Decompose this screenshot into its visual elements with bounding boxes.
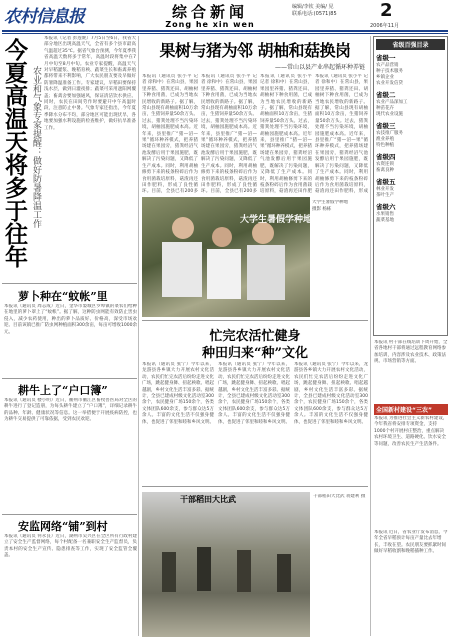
header-rule [2,30,448,32]
index-item: 茶叶生产 [376,193,394,198]
culture-body-3: 本报讯（通讯员 张宁）今年以来，龙游县各乡镇大力开展农村文化活动，农民们忙完农活后纷纷走进文化广场，跳起健身舞、扭起秧歌、唱起越剧，乡村文化生活丰富多彩。据统计，全县已建成村级文化活动室300余个，农民健身广场150余个，各类文体团队600余支，参与群众达5万余人。丰富的文化生活不仅强身健体，也促进了邻里和睦和乡风文明。 [294,362,368,425]
index-item: 蔬菜基地 [376,218,394,223]
heat-article [2,36,137,281]
photo-figure [197,547,211,591]
right-index-head: 省级百强目录 [376,39,445,50]
cadres-contest-photo [142,492,310,637]
photo2-caption-text: 干部稻田大比武 [313,494,345,499]
main-body-2: 本报讯（通讯员 张小平 记者 徐和中）在常山县，果园里养猪、猪粪还田、胡柚树下种食用菌，已成为当地农民增收的新路子。据了解，常山县现有胡柚面积10万余亩，生猪饲养量50余万头。过去，猪粪处理不当污染环境，胡柚园施肥成本高。近年来，县里推广“猪—沼—果”循环种养模式，把养猪场建在果园旁，猪粪经沼气池发酵后用于果园施肥，既解决了污染问题，又降低了生产成本。同时，利用胡柚修剪下来的枝条粉碎后作为食用菌栽培原料，菇渣再还田作肥料，形成了良性循环。目前，全县已有200多 [201,74,257,194]
index-group-title: 省级六 [376,203,396,211]
culture-title-2: 种田归来“种”文化 [202,346,308,361]
heat-subtitle: 农业和气象专家提醒：做好防暑降温工作 [31,66,41,228]
right-index-list [376,53,445,224]
divider [2,378,137,379]
index-item: 种子技术服务 [376,69,403,74]
right-index-box [373,36,448,336]
newspaper-logo: 农村信息报 [4,7,84,27]
index-group-title: 省级一 [376,54,396,62]
index-item: 渔业养殖 [376,137,394,142]
index-item: 农技推广服务 [376,131,403,136]
culture-body-2: 本报讯（通讯员 张宁）今年以来，龙游县各乡镇大力开展农村文化活动，农民们忙完农活后纷纷走进文化广场，跳起健身舞、扭起秧歌、唱起越剧，乡村文化生活丰富多彩。据统计，全县已建成村级文化活动室300余个，农民健身广场150余个，各类文体团队600余支，参与群众达5万余人。丰富的文化生活不仅强身健体，也促进了邻里和睦和乡风文明。 [218,362,290,425]
editor-info: 编辑/李钦 美编/ 见 联系电话:(0571)85 [292,4,337,17]
heat-body: 本报讯（记者 彭莲妮）7月5日至6日，我省大部分地区出现高温天气，全省有多个县市最高气温超过35℃。据省气象台预测，今年夏季我省高温天数将多于常年，高温时段将集中在7月中旬至8月中旬。农业专家提醒，高温天气对早稻灌浆、晚稻育秧、蔬菜生长和畜禽养殖都将带来不利影响，广大农民朋友要及早做好防暑降温准备工作。专家建议，早稻田要保持浅水层，做到日灌夜排；蔬菜可采用遮阳网覆盖；畜禽舍要加强通风，保证清洁饮水供应。同时，农民在田间劳作时要避开中午高温时段，注意防止中暑。气象专家还指出，今年夏季降水分布不均，部分地区可能出现伏旱，各地要加强水利设施的检查维护，做好抗旱准备工作。 [44,36,136,131]
safety-title: 安监网络“铺”到村 [18,520,108,533]
index-item: 林业开发 [376,187,394,192]
photo-figure [162,242,202,297]
right-news-2: 本报讯 为推进社会主义新农村建设，今年我省将安排专项资金，支持1000个村开展村庄整治，重点解决农村环境卫生、道路硬化、饮水安全等问题，改善农民生产生活条件。 [374,416,448,447]
issue-date: 2006年11月 [370,23,400,29]
photo2-credit-block [313,494,368,636]
photo-figure [207,249,241,299]
section-pinyin: Zong he xin wen [165,20,255,29]
radish-body: 本报讯（通讯员 周志成）近日，金华市婺城区罗埠镇的菜农们给种在地里的萝卜罩上了“蚊帐”。据了解，这种防虫网能有效防止害虫侵入，减少农药使用，种出的萝卜品质好、价格高，深受市场欢迎。目前该镇已推广防虫网种植面积300余亩，每亩可增收1000余元。 [4,304,137,335]
column-divider [138,36,139,636]
header-rule-thin [2,33,448,34]
divider [2,514,137,515]
section-title: 综合新闻 [171,3,248,21]
index-group-title: 省级三 [376,122,396,130]
photo-figure [162,552,176,592]
index-item: 农业产品深加工 [376,100,408,105]
index-item: 农业开发信贷 [376,81,403,86]
index-group-title: 省级二 [376,91,396,99]
main-body-3: 本报讯（通讯员 张小平 记者 徐和中）在常山县，果园里养猪、猪粪还田、胡柚树下种食用菌，已成为当地农民增收的新路子。据了解，常山县现有胡柚面积10万余亩，生猪饲养量50余万头。过去，猪粪处理不当污染环境，胡柚园施肥成本高。近年来，县里推广“猪—沼—果”循环种养模式，把养猪场建在果园旁，猪粪经沼气池发酵后用于果园施肥，既解决了污染问题，又降低了生产成本。同时，利用胡柚修剪下来的枝条粉碎后作为食用菌栽培原料，菇渣再还田作肥 [260,74,312,194]
index-item: 农产品营销 [376,63,399,68]
photo-figure [252,222,274,244]
main-headline: 果树与猪为邻 胡柚和菇换岗 [159,41,351,60]
photo-figure [212,227,232,247]
divider [142,320,368,321]
photo-caption: 大学生暑假学种地 [240,215,313,225]
photo-figure [277,554,291,592]
page-number: 2 [380,0,393,21]
index-group-title: 省级五 [376,178,396,186]
photo-caption-text: 大学生暑假学种地 [312,200,348,205]
culture-body-1: 本报讯（通讯员 张宁）今年以来，龙游县各乡镇大力开展农村文化活动，农民们忙完农活后纷纷走进文化广场，跳起健身舞、扭起秧歌、唱起越剧，乡村文化生活丰富多彩。据统计，全县已建成村级文化活动室300余个，农民健身广场150余个，各类文体团队600余支，参与群众达5万余人。丰富的文化生活不仅强身健体，也促进了邻里和睦和乡风文明。 [142,362,214,425]
index-item: 农资连锁 [376,162,394,167]
divider [142,486,368,487]
column-divider [370,36,371,636]
main-body-4: 本报讯（通讯员 张小平 记者 徐和中）在常山县，果园里养猪、猪粪还田、胡柚树下种食用菌，已成为当地农民增收的新路子。据了解，常山县现有胡柚面积10万余亩，生猪饲养量50余万头。过去，猪粪处理不当污染环境，胡柚园施肥成本高。近年来，县里推广“猪—沼—果”循环种养模式，把养猪场建在果园旁，猪粪经沼气池发酵后用于果园施肥，既解决了污染问题，又降低了生产成本。同时，利用胡柚修剪下来的枝条粉碎后作为食用菌栽培原料，菇渣再还田作肥料，形成 [315,74,368,194]
photo2-credit: 蒋建利 摄 [345,494,366,499]
cattle-body: 本报讯（通讯员 楼小明）近日，衢州市衢江区畜牧兽医局对全区的耕牛进行了登记造册，为每头耕牛建立了“户口簿”，详细记录耕牛的品种、年龄、健康状况等信息。这一举措便于开展疫病防控，也为耕牛交易提供了可靠依据，受到农民欢迎。 [4,398,137,423]
photo-figure [247,245,285,300]
right-news-3: 本报讯 近日，省农业厅发布消息，今年全省早稻预计每亩产量比去年增长，丰收在望。农民朋友要抓紧时间做好早稻收割和晚稻插种工作。 [374,530,448,555]
index-item: 特色种植 [376,143,394,148]
safety-body: 本报讯（通讯员 何永良）近日，湖州市吴兴区在全区所有行政村建立了安全生产监督网络，每个村配备一名兼职安全生产监督员，负责本村的安全生产宣传、隐患排查等工作，实现了安全监管全覆盖。 [4,534,137,559]
index-item: 水果销售 [376,212,394,217]
photo-figure [237,550,251,592]
main-body-1: 本报讯（通讯员 张小平 记者 徐和中）在常山县，果园里养猪、猪粪还田、胡柚树下种食用菌，已成为当地农民增收的新路子。据了解，常山县现有胡柚面积10万余亩，生猪饲养量50余万头。过去，猪粪处理不当污染环境，胡柚园施肥成本高。近年来，县里推广“猪—沼—果”循环种养模式，把养猪场建在果园旁，猪粪经沼气池发酵后用于果园施肥，既解决了污染问题，又降低了生产成本。同时，利用胡柚修剪下来的枝条粉碎后作为食用菌栽培原料，菇渣再还田作肥料，形成了良性循环。目前，全县已有200多 [142,74,198,194]
index-group-title: 省级四 [376,153,396,161]
photo2-caption: 干部稻田大比武 [180,494,236,504]
radish-title: 萝卜种在“蚊帐”里 [18,290,108,303]
main-subtitle: ——常山以县产业串起循环种养链 [274,64,365,71]
index-item: 种苗花卉 [376,106,394,111]
culture-title: 忙完农活忙健身 [209,329,301,344]
index-item: 乡镇企业 [376,75,394,80]
photo-caption-body [312,200,368,312]
heat-title: 今夏高温天将多于往年 [1,38,28,268]
divider [2,283,137,284]
right-section-2: 全国新村建设“三农” [374,404,448,415]
photo-credit: 摄影 杨栋 [312,206,332,212]
photo-figure [172,217,194,239]
cattle-title: 耕牛上了“户口簿” [18,384,108,397]
right-news-1: 本报讯 村干部在线培训下周开始，全省各地村干部将通过远程教育网络参加培训，内容涉及农业技术、政策法规、市场营销等方面。 [374,340,448,365]
index-item: 畜禽良种 [376,168,394,173]
index-item: 现代农业设施 [376,112,403,117]
